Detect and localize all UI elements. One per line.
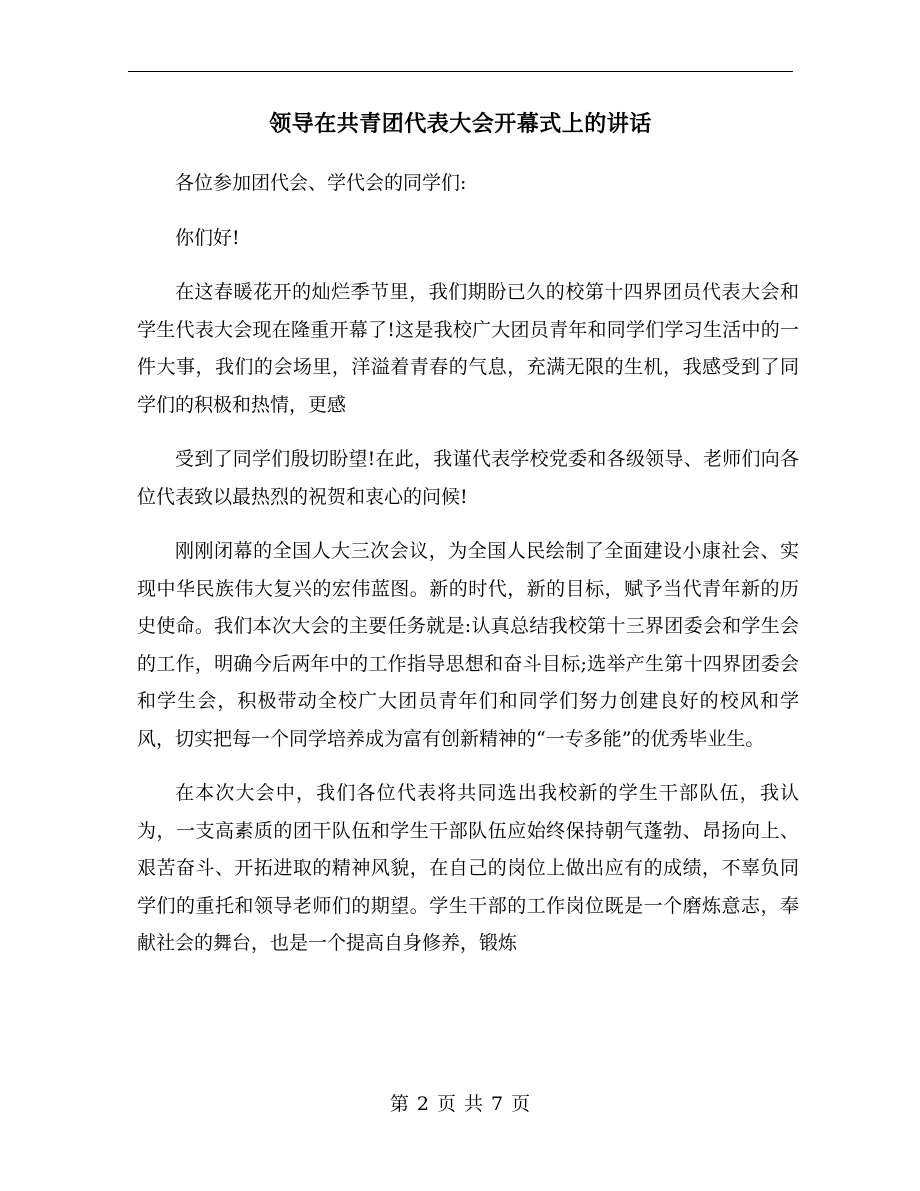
paragraph-congratulations: 受到了同学们殷切盼望!在此，我谨代表学校党委和各级领导、老师们向各位代表致以最热烈的祝贺和衷心的问候! — [137, 448, 799, 508]
page-word: 页 — [436, 1093, 456, 1115]
paragraph-cadres: 在本次大会中，我们各位代表将共同选出我校新的学生干部队伍，我认为，一支高素质的团干队伍和学生干部队伍应始终保持朝气蓬勃、昂扬向上、艰苦奋斗、开拓进取的精神风貌，在自己的岗位上做出应有的成绩，不辜负同学们的重托和领导老师们的期望。学生干部的工作岗位既是一个磨炼意志，奉献社会的舞台，也是一个提高自身修养，锻炼 — [137, 782, 799, 954]
paragraph-mission: 刚刚闭幕的全国人大三次会议，为全国人民绘制了全面建设小康社会、实现中华民族伟大复兴的宏伟蓝图。新的时代，新的目标，赋予当代青年新的历史使命。我们本次大会的主要任务就是:认真总结我校第十三界团委会和学生会的工作，明确今后两年中的工作指导思想和奋斗目标;选举产生第十四界团委会和学生会，积极带动全校广大团员青年们和同学们努力创建良好的校风和学风，切实把每一个同学培养成为富有创新精神的“一专多能”的优秀毕业生。 — [137, 540, 799, 750]
document-body — [137, 165, 799, 980]
page-number — [0, 1089, 920, 1119]
header-rule — [128, 71, 793, 72]
page-suffix: 页 — [511, 1093, 531, 1115]
paragraph-salutation: 各位参加团代会、学代会的同学们: — [175, 172, 467, 194]
total-word: 共 — [464, 1093, 484, 1115]
document-title: 领导在共青团代表大会开幕式上的讲话 — [269, 111, 652, 137]
paragraph-opening: 在这春暖花开的灿烂季节里，我们期盼已久的校第十四界团员代表大会和学生代表大会现在隆重开幕了!这是我校广大团员青年和同学们学习生活中的一件大事，我们的会场里，洋溢着青春的气息，充满无限的生机，我感受到了同学们的积极和热情，更感 — [137, 281, 799, 416]
current-page: 2 — [416, 1093, 429, 1115]
paragraph-greeting: 你们好! — [175, 226, 240, 249]
page-prefix: 第 — [389, 1093, 409, 1115]
total-pages: 7 — [491, 1093, 504, 1115]
